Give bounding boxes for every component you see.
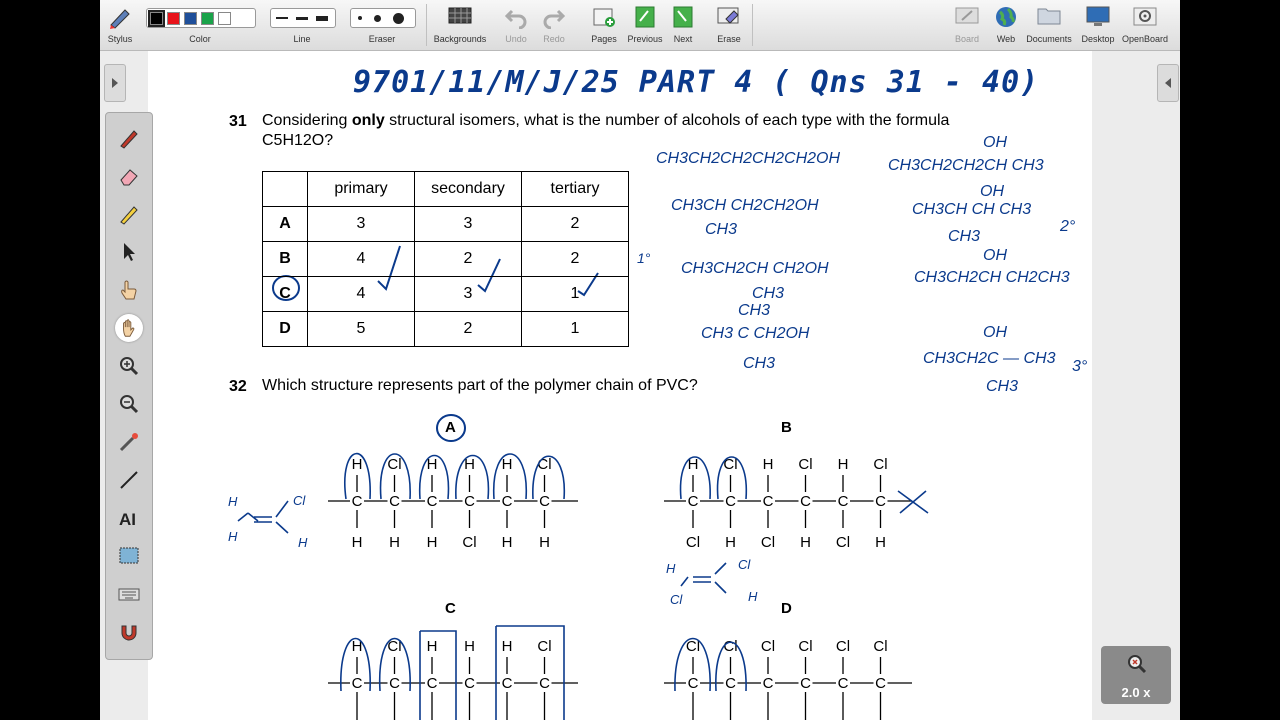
q32-number: 32: [229, 378, 247, 395]
carbon-atom: C: [837, 675, 849, 692]
highlighter-icon: [117, 202, 141, 226]
zoom-indicator[interactable]: [1101, 646, 1171, 704]
color-group: [144, 0, 256, 50]
color-palette: [146, 8, 256, 28]
table-row: [263, 312, 629, 347]
gear-icon: [1132, 5, 1158, 29]
board-icon: [954, 5, 980, 27]
carbon-atom: C: [426, 493, 438, 510]
right-margin: [1092, 51, 1180, 720]
selector-tool[interactable]: [113, 237, 145, 267]
carbon-atom: C: [539, 493, 550, 510]
line-tool[interactable]: [113, 465, 145, 495]
undo-icon: [504, 5, 528, 29]
stylus-button[interactable]: [100, 0, 140, 50]
capture-icon: [117, 544, 141, 568]
pen-tool[interactable]: [113, 123, 145, 153]
hw-isomer-2a: CH3CH CH2CH2OH: [671, 197, 819, 214]
isomer-table: [262, 171, 629, 347]
substituent-atom: H: [426, 534, 438, 551]
carbon-atom: C: [725, 493, 736, 510]
erase-label: Erase: [717, 34, 741, 44]
carbon-atom: C: [464, 675, 475, 692]
pages-button[interactable]: [584, 0, 624, 50]
zoom-out-tool[interactable]: [113, 389, 145, 419]
table-header-row: [263, 172, 629, 207]
table-cell: 1: [522, 312, 629, 347]
q31-text: [262, 111, 1022, 151]
hw-secondary-2a: OH: [980, 183, 1004, 200]
table-cell: 1: [522, 277, 629, 312]
substituent-atom: Cl: [835, 638, 851, 655]
chevron-right-icon: [105, 65, 125, 101]
web-label: Web: [996, 34, 1016, 44]
hw-isomer-2b: CH3: [705, 221, 738, 238]
svg-text:H: H: [228, 494, 238, 509]
capture-tool[interactable]: [113, 541, 145, 571]
substituent-atom: Cl: [387, 456, 402, 473]
q32-text: Which structure represents part of the polymer chain of PVC?: [262, 377, 698, 394]
substituent-atom: Cl: [537, 456, 552, 473]
carbon-atom: C: [837, 493, 849, 510]
hand-icon: [118, 317, 140, 339]
openboard-label: OpenBoard: [1121, 34, 1169, 44]
toolbar-divider: [426, 4, 427, 46]
table-cell: 3: [415, 277, 522, 312]
carbon-atom: C: [687, 675, 699, 692]
table-cell: 5: [308, 312, 415, 347]
svg-text:H: H: [748, 589, 758, 604]
q31-formula: C5H12O?: [262, 132, 334, 149]
substituent-atom: H: [800, 534, 811, 551]
row-label: B: [263, 242, 308, 277]
table-header-cell: secondary: [415, 172, 522, 207]
hw-isomer-3b: CH3: [752, 285, 785, 302]
chevron-left-icon: [1158, 65, 1178, 101]
hw-isomer-3a: CH3CH2CH CH2OH: [681, 260, 829, 277]
substituent-atom: Cl: [685, 534, 701, 551]
q31-number: 31: [229, 113, 247, 130]
table-header-cell: [263, 172, 308, 207]
hw-isomer-4b: CH3 C CH2OH: [701, 325, 810, 342]
line-label: Line: [293, 34, 311, 44]
substituent-atom: H: [501, 456, 513, 473]
substituent-atom: Cl: [760, 638, 776, 655]
board-page[interactable]: [148, 51, 1092, 720]
keyboard-tool[interactable]: [113, 579, 145, 609]
substituent-atom: Cl: [462, 534, 477, 551]
folder-icon: [1036, 5, 1062, 27]
table-header-cell: primary: [308, 172, 415, 207]
hw-primary-mark: 1°: [637, 250, 651, 266]
hw-tertiary-1c: CH3: [986, 378, 1019, 395]
arrow-pointer-icon: [117, 240, 141, 264]
carbon-atom: C: [800, 493, 811, 510]
substituent-atom: H: [351, 638, 363, 655]
carbon-atom: C: [800, 675, 811, 692]
q31-text-post: structural isomers, what is the number of alcohols of each type with the formula: [384, 112, 950, 129]
eraser-tool[interactable]: [113, 161, 145, 191]
svg-text:H: H: [298, 535, 308, 550]
table-row: [263, 277, 629, 312]
substituent-atom: Cl: [723, 456, 738, 473]
substituent-atom: H: [426, 638, 438, 655]
eraser-small-option[interactable]: [358, 16, 362, 20]
option-label-c: C: [445, 600, 456, 617]
row-label: D: [263, 312, 308, 347]
color-swatch-blue[interactable]: [184, 12, 197, 25]
substituent-atom: H: [464, 456, 475, 473]
q31-text-bold: only: [351, 112, 385, 129]
backgrounds-label: Backgrounds: [433, 34, 487, 44]
desktop-icon: [1085, 5, 1111, 29]
table-cell: 3: [415, 207, 522, 242]
substituent-atom: Cl: [760, 534, 776, 551]
svg-text:AI: AI: [119, 510, 136, 529]
line-icon: [117, 468, 141, 492]
stylus-label: Stylus: [107, 34, 133, 44]
hw-secondary-1a: OH: [983, 134, 1007, 151]
q31-text-pre: Considering: [262, 112, 352, 129]
left-panel-toggle[interactable]: [104, 64, 126, 102]
carbon-atom: C: [389, 675, 400, 692]
substituent-atom: Cl: [685, 638, 701, 655]
carbon-atom: C: [762, 675, 774, 692]
hw-tertiary-mark: 3°: [1072, 358, 1088, 375]
line-thick-option[interactable]: [316, 16, 328, 21]
carbon-atom: C: [501, 493, 513, 510]
substituent-atom: H: [837, 456, 849, 473]
interact-tool[interactable]: [113, 275, 145, 305]
table-header-cell: tertiary: [522, 172, 629, 207]
table-row: [263, 242, 629, 277]
substituent-atom: H: [725, 534, 736, 551]
carbon-atom: C: [351, 675, 363, 692]
undo-button[interactable]: [498, 0, 534, 50]
substituent-atom: H: [539, 534, 550, 551]
previous-label: Previous: [627, 34, 663, 44]
openboard-menu-button[interactable]: [1118, 0, 1172, 50]
carbon-atom: C: [762, 493, 774, 510]
substituent-atom: Cl: [723, 638, 738, 655]
handwritten-heading: 9701/11/M/J/25 PART 4 ( Qns 31 - 40): [353, 65, 1040, 100]
backgrounds-button[interactable]: [432, 0, 488, 50]
redo-label: Redo: [543, 34, 565, 44]
line-thin-option[interactable]: [276, 17, 288, 19]
magnet-tool[interactable]: [113, 617, 145, 647]
highlighter-tool[interactable]: [113, 199, 145, 229]
table-cell: 4: [308, 277, 415, 312]
erase-button[interactable]: [710, 0, 748, 50]
documents-label: Documents: [1026, 34, 1072, 44]
next-label: Next: [673, 34, 693, 44]
eraser-icon: [117, 164, 141, 188]
substituent-atom: H: [389, 534, 400, 551]
hw-secondary-3a: OH: [983, 247, 1007, 264]
substituent-atom: H: [762, 456, 774, 473]
eraser-label: Eraser: [368, 34, 396, 44]
zoom-level: 2.0 x: [1121, 685, 1151, 700]
line-width-palette: [270, 8, 336, 28]
option-label-d: D: [781, 600, 792, 617]
carbon-atom: C: [426, 675, 438, 692]
globe-icon: [994, 5, 1018, 29]
substituent-atom: Cl: [387, 638, 402, 655]
board-label: Board: [954, 34, 980, 44]
pointing-hand-icon: [117, 278, 141, 302]
desktop-button[interactable]: [1076, 0, 1120, 50]
color-swatch-black[interactable]: [150, 12, 163, 25]
toolbar-divider: [752, 4, 753, 46]
line-group: [268, 0, 336, 50]
carbon-atom: C: [464, 493, 475, 510]
table-cell: 3: [308, 207, 415, 242]
tool-palette: [105, 112, 153, 660]
svg-text:Cl: Cl: [738, 557, 751, 572]
hw-secondary-mark: 2°: [1060, 218, 1076, 235]
hand-tool[interactable]: [115, 314, 143, 342]
pen-icon: [117, 126, 141, 150]
carbon-atom: C: [351, 493, 363, 510]
row-label: C: [263, 277, 308, 312]
previous-button[interactable]: [624, 0, 666, 50]
carbon-atom: C: [687, 493, 699, 510]
color-swatch-green[interactable]: [201, 12, 214, 25]
hw-tertiary-1a: OH: [983, 324, 1007, 341]
desktop-label: Desktop: [1081, 34, 1115, 44]
substituent-atom: H: [687, 456, 699, 473]
laser-pointer-tool[interactable]: [113, 427, 145, 457]
laser-pointer-icon: [117, 430, 141, 454]
eraser-group: [348, 0, 416, 50]
substituent-atom: Cl: [835, 534, 851, 551]
openboard-window: [100, 0, 1180, 720]
hw-secondary-1b: CH3CH2CH2CH CH3: [888, 157, 1044, 174]
eraser-size-palette: [350, 8, 416, 28]
substituent-atom: H: [501, 638, 513, 655]
add-page-icon: [591, 5, 617, 29]
table-row: [263, 207, 629, 242]
board-button[interactable]: [948, 0, 986, 50]
substituent-atom: Cl: [873, 638, 888, 655]
text-icon: [117, 506, 141, 530]
color-swatch-white[interactable]: [218, 12, 231, 25]
color-swatch-red[interactable]: [167, 12, 180, 25]
keyboard-icon: [117, 582, 141, 606]
hw-isomer-1: CH3CH2CH2CH2CH2OH: [656, 150, 841, 167]
magnet-icon: [117, 620, 141, 644]
web-button[interactable]: [988, 0, 1024, 50]
substituent-atom: Cl: [798, 638, 813, 655]
redo-button[interactable]: [536, 0, 572, 50]
color-label: Color: [189, 34, 211, 44]
svg-text:Cl: Cl: [293, 493, 306, 508]
hw-secondary-3b: CH3CH2CH CH2CH3: [914, 269, 1070, 286]
table-cell: 2: [522, 242, 629, 277]
carbon-atom: C: [501, 675, 513, 692]
previous-page-icon: [633, 5, 657, 29]
option-label-a: A: [445, 419, 456, 436]
table-cell: 2: [415, 242, 522, 277]
substituent-atom: Cl: [873, 456, 888, 473]
carbon-atom: C: [725, 675, 736, 692]
stylus-icon: [107, 5, 133, 31]
zoom-in-tool[interactable]: [113, 351, 145, 381]
erase-board-icon: [716, 5, 742, 27]
next-page-icon: [671, 5, 695, 29]
substituent-atom: H: [875, 534, 886, 551]
carbon-atom: C: [539, 675, 550, 692]
substituent-atom: H: [426, 456, 438, 473]
option-label-b: B: [781, 419, 792, 436]
svg-text:Cl: Cl: [670, 592, 683, 607]
next-button[interactable]: [664, 0, 702, 50]
substituent-atom: H: [351, 534, 363, 551]
hw-isomer-4a: CH3: [738, 302, 771, 319]
hw-isomer-4c: CH3: [743, 355, 776, 372]
zoom-reset-icon: [1125, 652, 1149, 676]
substituent-atom: H: [351, 456, 363, 473]
zoom-in-icon: [117, 354, 141, 378]
table-cell: 2: [415, 312, 522, 347]
substituent-atom: H: [464, 638, 475, 655]
right-panel-toggle[interactable]: [1157, 64, 1179, 102]
svg-text:H: H: [666, 561, 676, 576]
carbon-atom: C: [389, 493, 400, 510]
hw-secondary-2c: CH3: [948, 228, 981, 245]
hw-secondary-2b: CH3CH CH CH3: [912, 201, 1032, 218]
svg-text:H: H: [228, 529, 238, 544]
backgrounds-icon: [447, 5, 473, 27]
undo-label: Undo: [505, 34, 527, 44]
eraser-medium-option[interactable]: [374, 15, 381, 22]
line-medium-option[interactable]: [296, 17, 308, 20]
carbon-atom: C: [875, 675, 886, 692]
hw-tertiary-1b: CH3CH2C — CH3: [923, 350, 1056, 367]
eraser-large-option[interactable]: [393, 13, 404, 24]
substituent-atom: H: [501, 534, 513, 551]
pages-label: Pages: [591, 34, 617, 44]
hw-loops: [238, 415, 928, 720]
main-toolbar: [100, 0, 1180, 51]
zoom-out-icon: [117, 392, 141, 416]
carbon-atom: C: [875, 493, 886, 510]
substituent-atom: Cl: [537, 638, 552, 655]
text-tool[interactable]: [113, 503, 145, 533]
substituent-atom: Cl: [798, 456, 813, 473]
row-label: A: [263, 207, 308, 242]
documents-button[interactable]: [1024, 0, 1074, 50]
table-cell: 4: [308, 242, 415, 277]
redo-icon: [542, 5, 566, 29]
table-cell: 2: [522, 207, 629, 242]
